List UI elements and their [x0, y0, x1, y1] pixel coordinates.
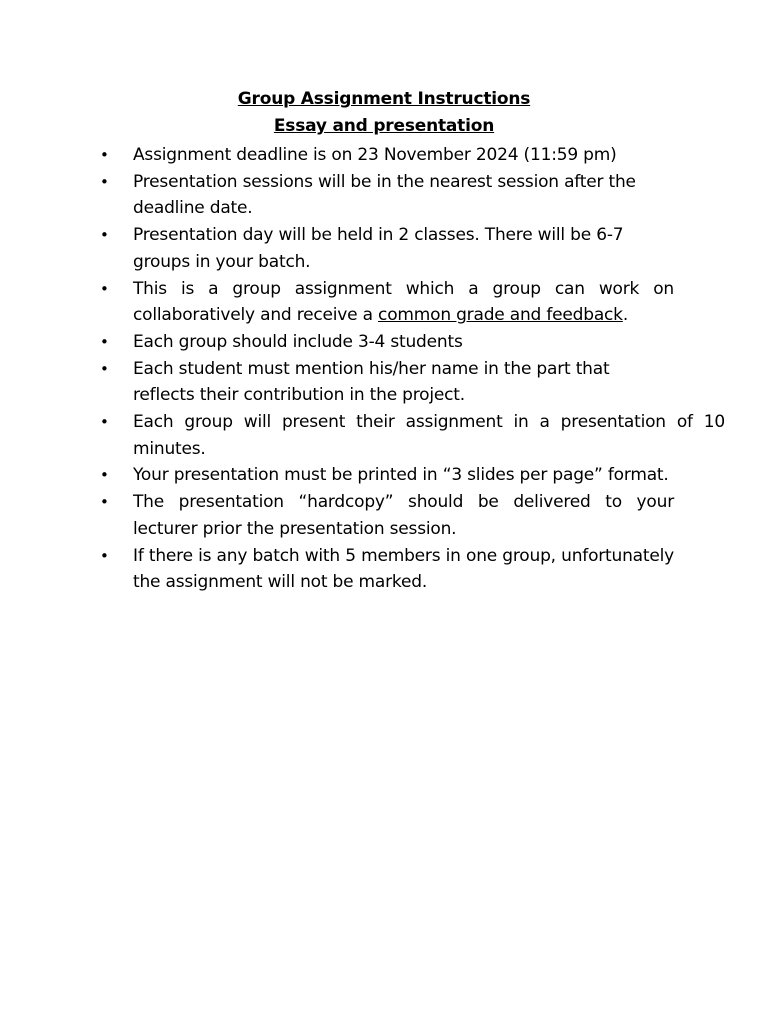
- list-item-text: Your presentation must be printed in “3 slides per page” format.: [133, 465, 669, 486]
- list-item-text-after: .: [622, 305, 629, 326]
- bullet-icon: •: [100, 332, 109, 351]
- list-item: [0, 142, 674, 169]
- bullet-icon: •: [100, 172, 109, 191]
- document-subtitle: Essay and presentation: [273, 116, 495, 136]
- list-item: [0, 489, 674, 542]
- list-item: [0, 409, 725, 462]
- list-item: [0, 222, 674, 275]
- document-title: Group Assignment Instructions: [237, 89, 531, 109]
- list-item: [0, 329, 674, 356]
- bullet-icon: •: [100, 413, 109, 432]
- list-item-text-before: This is a group assignment which a group can work on collaboratively and receive a: [133, 278, 674, 326]
- bullet-icon: •: [100, 279, 109, 298]
- bullet-icon: •: [100, 466, 109, 485]
- list-item: [0, 276, 674, 329]
- instructions-list: [0, 142, 768, 596]
- list-item: [0, 169, 674, 222]
- bullet-icon: •: [100, 226, 109, 245]
- list-item-text: Presentation sessions will be in the nearest session after the deadline date.: [133, 171, 636, 219]
- list-item-text: The presentation “hardcopy” should be delivered to your lecturer prior the presentation session.: [133, 492, 674, 539]
- list-item-text: If there is any batch with 5 members in one group, unfortunately the assignment will not be marked.: [133, 545, 674, 593]
- bullet-icon: •: [100, 359, 109, 378]
- list-item-text: Each student must mention his/her name in the part that reflects their contribution in the project.: [133, 358, 610, 406]
- list-item-text: Each group will present their assignment in a presentation of 10 minutes.: [133, 412, 725, 459]
- bullet-icon: •: [100, 493, 109, 512]
- list-item: [0, 356, 674, 409]
- list-item-text: [133, 276, 674, 329]
- list-item-text: Presentation day will be held in 2 classes. There will be 6-7 groups in your batch.: [133, 225, 624, 272]
- list-item-text: Each group should include 3-4 students: [133, 331, 463, 352]
- list-item-text: Assignment deadline is on 23 November 2024 (11:59 pm): [133, 145, 617, 165]
- bullet-icon: •: [100, 146, 109, 164]
- common-grade-feedback-text: common grade and feedback: [378, 305, 623, 326]
- bullet-icon: •: [100, 546, 109, 565]
- list-item: [0, 543, 674, 596]
- list-item: [0, 462, 674, 489]
